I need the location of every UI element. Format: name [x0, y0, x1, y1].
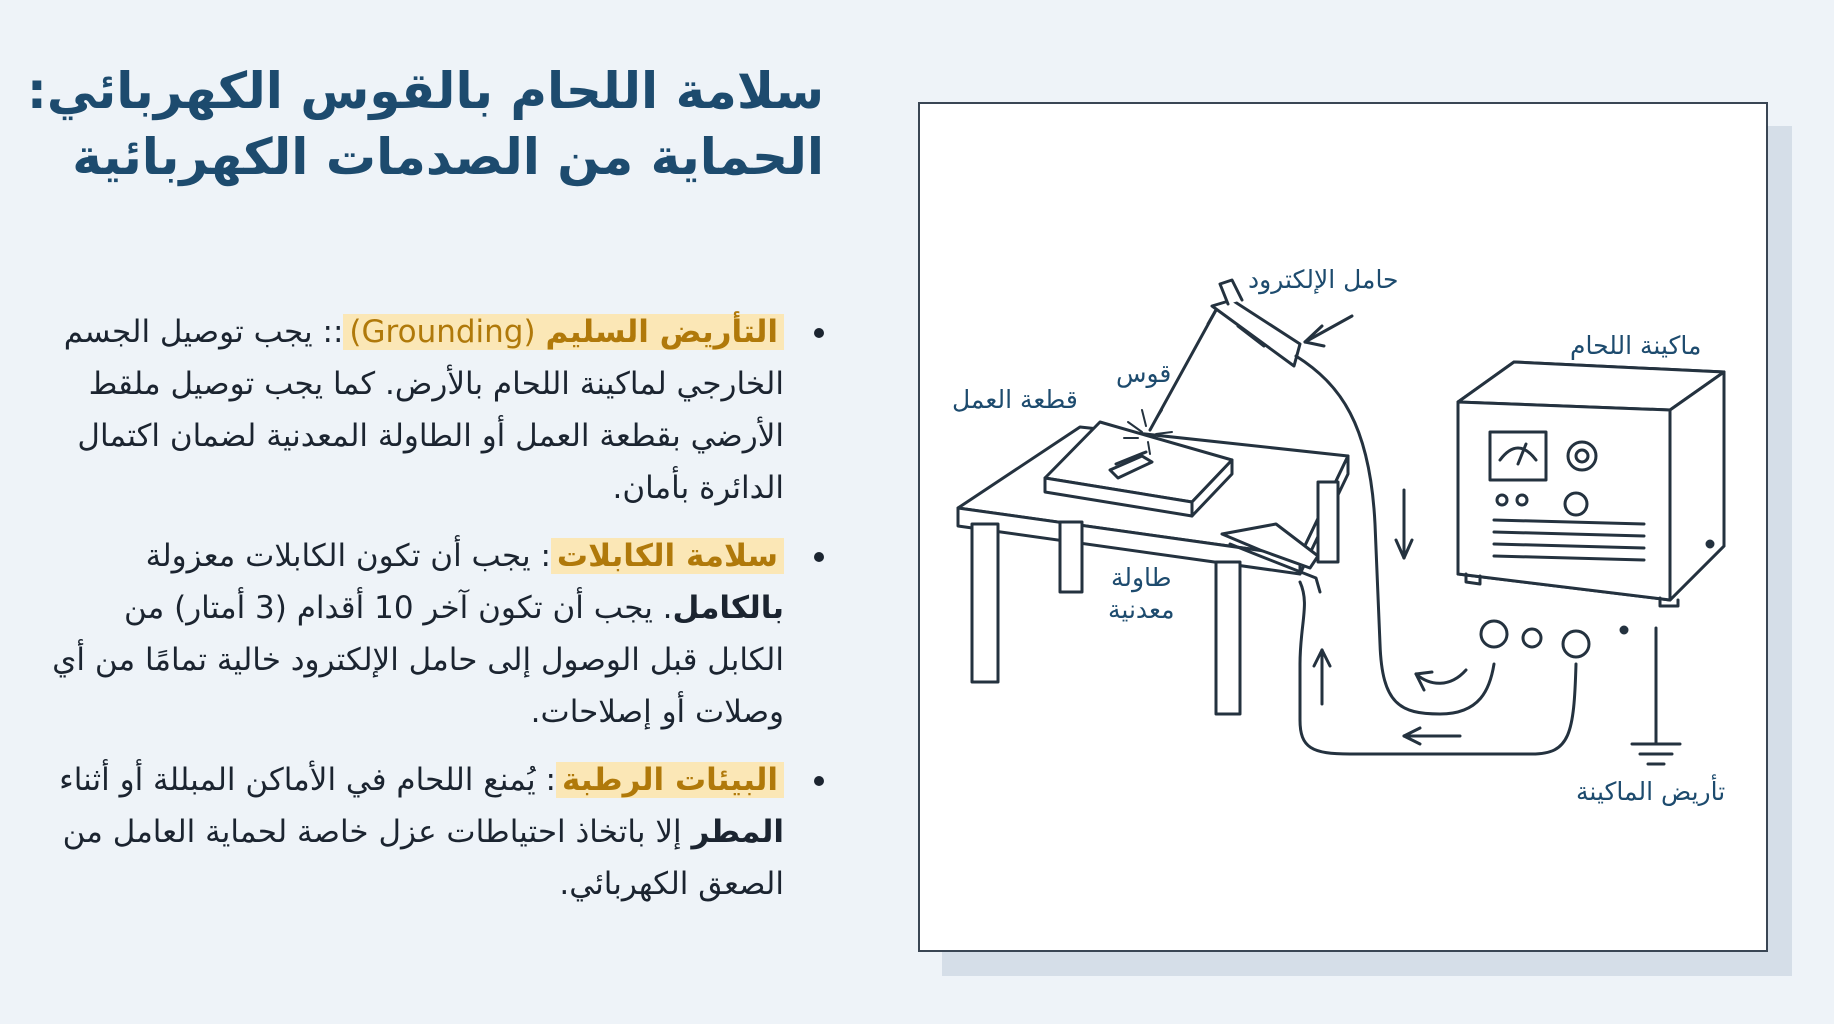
bullet-cables-bold: بالكامل: [672, 590, 784, 626]
bullet-wet: [44, 754, 834, 910]
bullet-wet-text-after: إلا باتخاذ احتياطات عزل خاصة لحماية العامل من الصعق الكهربائي.: [62, 814, 784, 902]
electrode-holder-drawing: [1150, 280, 1300, 430]
title-line-2: الحماية من الصدمات الكهربائية: [72, 128, 824, 186]
bullet-cables: [44, 530, 834, 738]
highlight-grounding-label: التأريض السليم: [545, 314, 778, 350]
bullet-dot: [814, 776, 824, 786]
highlight-wet: البيئات الرطبة: [556, 762, 784, 798]
welding-diagram-svg: [920, 104, 1770, 954]
label-workpiece: قطعة العمل: [952, 385, 1078, 414]
label-metal-table: طاولة معدنية: [1108, 563, 1175, 624]
bullet-wet-bold: المطر: [691, 814, 784, 850]
bullet-dot: [814, 552, 824, 562]
bullet-grounding: [44, 306, 834, 514]
welding-machine-drawing: [1458, 362, 1724, 657]
bullet-grounding-text: :: يجب توصيل الجسم الخارجي لماكينة اللحام بالأرض. كما يجب توصيل ملقط الأرضي بقطعة العمل أو الطاولة المعدنية لضمان اكتمال الدائرة بأمان.: [63, 314, 784, 506]
bullet-list: [44, 306, 834, 926]
label-electrode-holder: حامل الإلكترود: [1248, 265, 1399, 294]
bullet-dot: [814, 328, 824, 338]
welding-diagram: [918, 102, 1768, 952]
highlight-grounding: [343, 314, 784, 350]
highlight-grounding-suffix: (Grounding): [349, 314, 546, 350]
page-title: [24, 58, 824, 190]
label-welding-machine: ماكينة اللحام: [1570, 331, 1702, 360]
bullet-cables-text-before: : يجب أن تكون الكابلات معزولة: [145, 538, 551, 574]
label-arc: قوس: [1116, 359, 1172, 388]
bullet-cables-text-after: . يجب أن تكون آخر 10 أقدام (3 أمتار) من الكابل قبل الوصول إلى حامل الإلكترود خالية تمامًا من أي وصلات أو إصلاحات.: [52, 590, 784, 730]
highlight-cables: سلامة الكابلات: [551, 538, 784, 574]
machine-ground-drawing: [1632, 628, 1680, 764]
label-machine-ground: تأريض الماكينة: [1576, 777, 1726, 806]
bullet-wet-text-before: : يُمنع اللحام في الأماكن المبللة أو أثناء: [59, 762, 556, 798]
title-line-1: سلامة اللحام بالقوس الكهربائي:: [26, 62, 824, 120]
